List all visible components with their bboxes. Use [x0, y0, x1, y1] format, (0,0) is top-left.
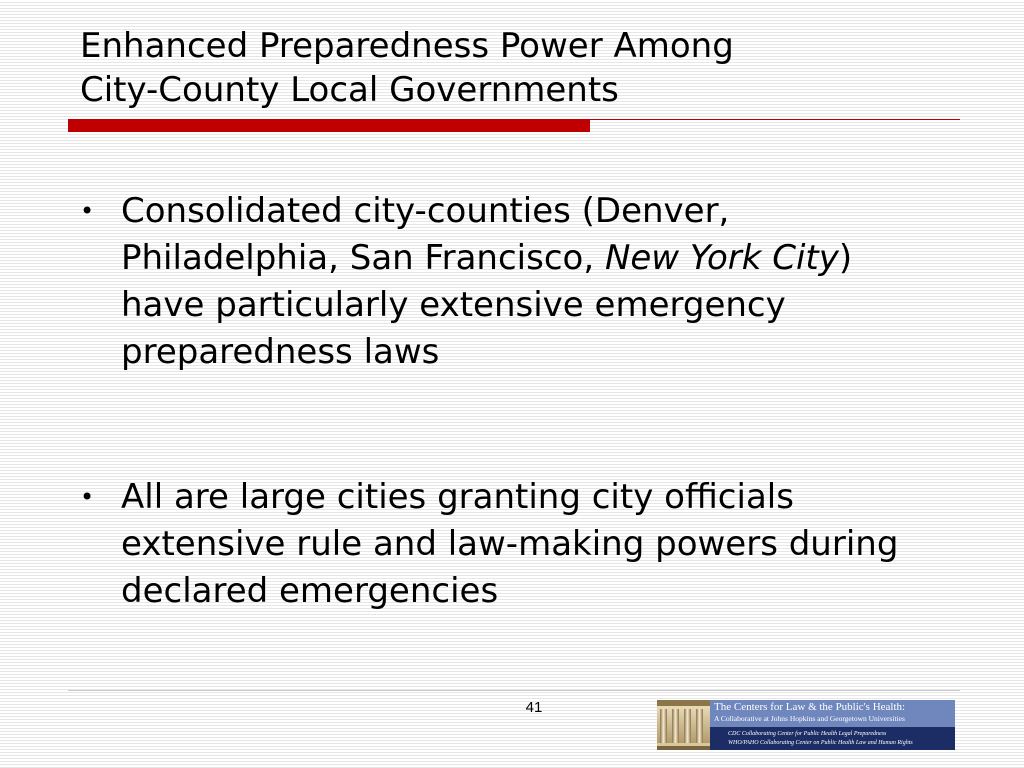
logo-text-panel	[710, 700, 955, 750]
title-underline-accent	[68, 120, 590, 132]
slide-title-line-2: City-County Local Governments	[80, 70, 619, 110]
logo-cdc-center: CDC Collaborating Center for Public Health Legal Preparedness	[728, 731, 887, 737]
footer-divider	[68, 690, 960, 691]
slide-title-line-1: Enhanced Preparedness Power Among	[80, 26, 734, 66]
centers-for-law-logo	[657, 700, 955, 750]
bullet-marker: •	[80, 483, 95, 511]
logo-footer	[710, 727, 955, 750]
slide-title	[80, 24, 960, 112]
bullet-item-large-cities	[80, 474, 940, 615]
logo-org-tagline: A Collaborative at Johns Hopkins and Georgetown Universities	[714, 714, 905, 723]
bullet-text-end: ) have particularly extensive emergency preparedness laws	[121, 238, 853, 372]
bullet-text: All are large cities granting city officials extensive rule and law-making powers during declared emergencies	[121, 477, 899, 611]
logo-org-name: The Centers for Law & the Public's Health:	[714, 701, 906, 713]
bullet-item-consolidated	[80, 188, 940, 376]
logo-header	[710, 700, 955, 727]
page-number: 41	[525, 699, 543, 716]
logo-who-center: WHO/PAHO Collaborating Center on Public Health Law and Human Rights	[728, 740, 913, 746]
bullet-marker: •	[80, 197, 95, 225]
pillars-icon	[657, 700, 710, 750]
bullet-text	[121, 188, 911, 376]
bullet-text-start: Consolidated city-counties (Denver, Philadelphia, San Francisco,	[121, 191, 730, 278]
bullet-text-italic: New York City	[604, 238, 839, 278]
